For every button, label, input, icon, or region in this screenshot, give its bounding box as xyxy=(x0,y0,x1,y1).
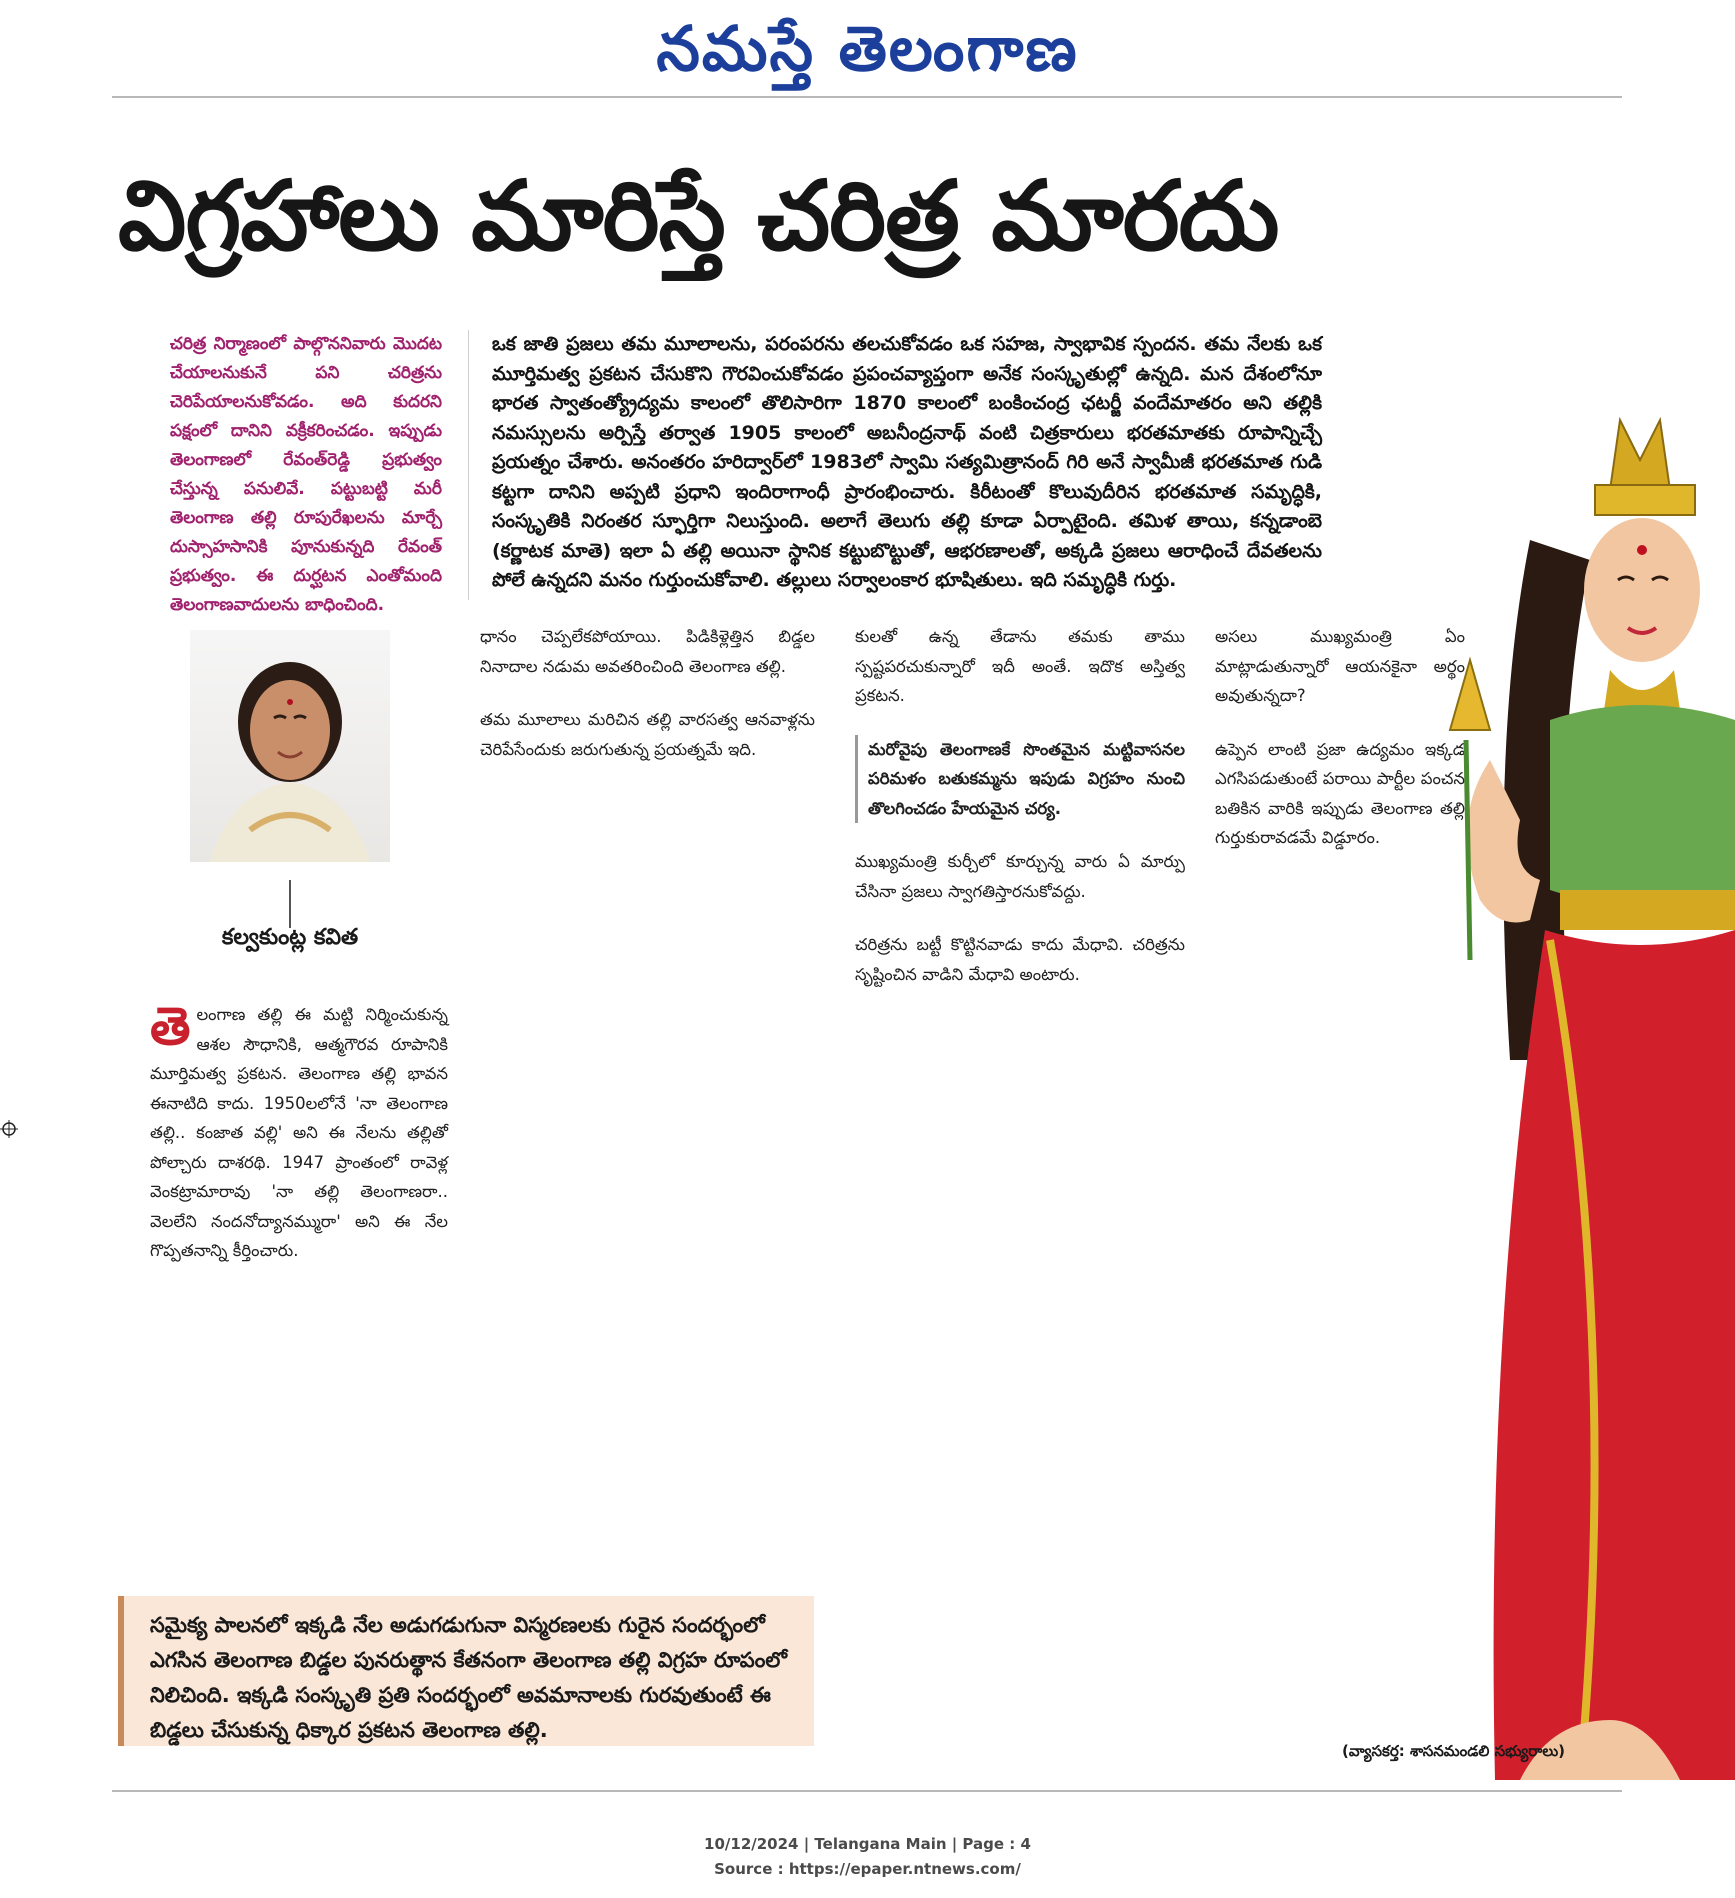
crosshair-marker-icon xyxy=(0,1120,18,1138)
column-1-text: లంగాణ తల్లి ఈ మట్టి నిర్మించుకున్న ఆశల సౌధానికి, ఆత్మగౌరవ రూపానికి మూర్తిమత్వ ప్రకటన. తెలంగాణ తల్లి భావన ఈనాటిది కాదు. 1950లలోనే 'నా తెలంగాణ తల్లి.. కంజాత వల్లి' అని ఈ నేలను తల్లితో పోల్చారు దాశరథి. 1947 ప్రాంతంలో రావెళ్ల వెంకట్రామారావు 'నా తల్లి తెలంగాణరా.. వెలలేని నందనోద్యానమ్మురా' అని ఈ నేల గొప్పతనాన్ని కీర్తించారు. xyxy=(150,1005,448,1260)
column-3-paragraph: కులతో ఉన్న తేడాను తమకు తాము స్పష్టపరచుకున్నారో ఇదీ అంతే. ఇదొక అస్తిత్వ ప్రకటన. xyxy=(855,627,1185,705)
pull-quote-text: సమైక్య పాలనలో ఇక్కడి నేల అడుగడుగునా విస్మరణలకు గురైన సందర్భంలో ఎగసిన తెలంగాణ బిడ్డల పునరుత్థాన కేతనంగా తెలంగాణ తల్లి విగ్రహ రూపంలో నిలిచింది. ఇక్కడి సంస్కృతి ప్రతి సందర్భంలో అవమానాలకు గురవుతుంటే ఈ బిడ్డలు చేసుకున్న ధిక్కార ప్రకటన తెలంగాణ తల్లి. xyxy=(150,1613,787,1742)
masthead-title: నమస్తే తెలంగాణ xyxy=(656,12,1079,85)
author-photo xyxy=(190,630,390,862)
column-3 xyxy=(855,622,1185,1013)
footer-rule xyxy=(112,1790,1622,1792)
column-2 xyxy=(480,622,815,788)
author-note: (వ్యాసకర్త: శాసనమండలి సభ్యురాలు) xyxy=(1342,1742,1565,1760)
intro-text: చరిత్ర నిర్మాణంలో పాల్గొననివారు మొదట చేయాలనుకునే పని చరిత్రను చెరిపేయాలనుకోవడం. అది కుదరని పక్షంలో దానిని వక్రీకరించడం. ఇప్పుడు తెలంగాణలో రేవంత్‌రెడ్డి ప్రభుత్వం చేస్తున్న పనులివే. పట్టుబట్టి మరీ తెలంగాణ తల్లి రూపురేఖలను మార్చే దుస్సాహసానికి పూనుకున్నది రేవంత్ ప్రభుత్వం. ఈ దుర్ఘటన ఎంతోమంది తెలంగాణవాదులను బాధించింది. xyxy=(170,334,442,615)
column-1 xyxy=(150,997,448,1266)
column-3-paragraph: ముఖ్యమంత్రి కుర్చీలో కూర్చున్న వారు ఏ మార్పు చేసినా ప్రజలు స్వాగతిస్తారనుకోవద్దు. xyxy=(855,852,1185,901)
column-2-paragraph: తమ మూలాలు మరిచిన తల్లి వారసత్వ ఆనవాళ్లను చెరిపేసేందుకు జరుగుతున్న ప్రయత్నమే ఇది. xyxy=(480,710,815,759)
column-3-paragraph: చరిత్రను బట్టీ కొట్టినవాడు కాదు మేధావి. చరిత్రను సృష్టించిన వాడిని మేధావి అంటారు. xyxy=(855,935,1185,984)
author-photo-icon xyxy=(190,630,390,862)
byline: కల్వకుంట్ల కవిత xyxy=(221,925,359,950)
column-2-paragraph: ధానం చెప్పలేకపోయాయి. పిడికిళ్లెత్తిన బిడ్డల నినాదాల నడుమ అవతరించింది తెలంగాణ తల్లి. xyxy=(480,627,815,676)
byline-divider xyxy=(289,880,291,928)
column-4-paragraph: అసలు ముఖ్యమంత్రి ఏం మాట్లాడుతున్నారో ఆయనకైనా అర్థం అవుతున్నదా? xyxy=(1215,627,1465,705)
lead-paragraph: ఒక జాతి ప్రజలు తమ మూలాలను, పరంపరను తలచుకోవడం ఒక సహజ, స్వాభావిక స్పందన. తమ నేలకు ఒక మూర్తిమత్వ ప్రకటన చేసుకొని గౌరవించుకోవడం ప్రపంచవ్యాప్తంగా అనేక సంస్కృతుల్లో ఉన్నది. మన దేశంలోనూ భారత స్వాతంత్య్రోద్యమ కాలంలో తొలిసారిగా 1870 కాలంలో బంకించంద్ర ఛటర్జీ వందేమాతరం అని తల్లికి నమస్సులను అర్పిస్తే తర్వాత 1905 కాలంలో అబనీంద్రనాథ్ వంటి చిత్రకారులు భరతమాతకు రూపాన్నిచ్చే ప్రయత్నం చేశారు. అనంతరం హరిద్వార్‌లో 1983లో స్వామి సత్యమిత్రానంద్ గిరి అనే స్వామీజీ భరతమాత గుడి కట్టగా దానిని అప్పటి ప్రధాని ఇందిరాగాంధీ ప్రారంభించారు. కిరీటంతో కొలువుదీరిన భరతమాత సమృద్ధికి, సంస్కృతికి నిరంతర స్ఫూర్తిగా నిలుస్తుంది. అలాగే తెలుగు తల్లి కూడా ఏర్పాటైంది. తమిళ తాయి, కన్నడాంబె (కర్ణాటక మాతె) ఇలా ఏ తల్లి అయినా స్థానిక కట్టుబొట్టుతో, ఆభరణాలతో, అక్కడి ప్రజలు ఆరాధించే దేవతలను పోలే ఉన్నదని మనం గుర్తుంచుకోవాలి. తల్లులు సర్వాలంకార భూషితులు. ఇది సమృద్ధికి గుర్తు. xyxy=(492,333,1322,591)
column-3-boxed-paragraph: మరోవైపు తెలంగాణకే సొంతమైన మట్టివాసనల పరిమళం బతుకమ్మను ఇపుడు విగ్రహం నుంచి తొలగించడం హేయమైన చర్య. xyxy=(855,735,1185,824)
intro-divider xyxy=(468,330,469,600)
column-4-paragraph: ఉప్పెన లాంటి ప్రజా ఉద్యమం ఇక్కడ ఎగసిపడుతుంటే పరాయి పార్టీల పంచన బతికిన వారికి ఇప్పుడు తెలంగాణ తల్లి గుర్తుకురావడమే విడ్డూరం. xyxy=(1215,739,1465,847)
footer-date-page: 10/12/2024 | Telangana Main | Page : 4 xyxy=(704,1835,1031,1853)
drop-cap: తె xyxy=(150,997,191,1057)
headline: విగ్రహాలు మారిస్తే చరిత్ర మారదు xyxy=(118,160,1279,272)
footer-source: Source : https://epaper.ntnews.com/ xyxy=(714,1860,1021,1878)
telangana-talli-figure-icon xyxy=(1370,400,1735,1780)
top-rule xyxy=(112,96,1622,98)
